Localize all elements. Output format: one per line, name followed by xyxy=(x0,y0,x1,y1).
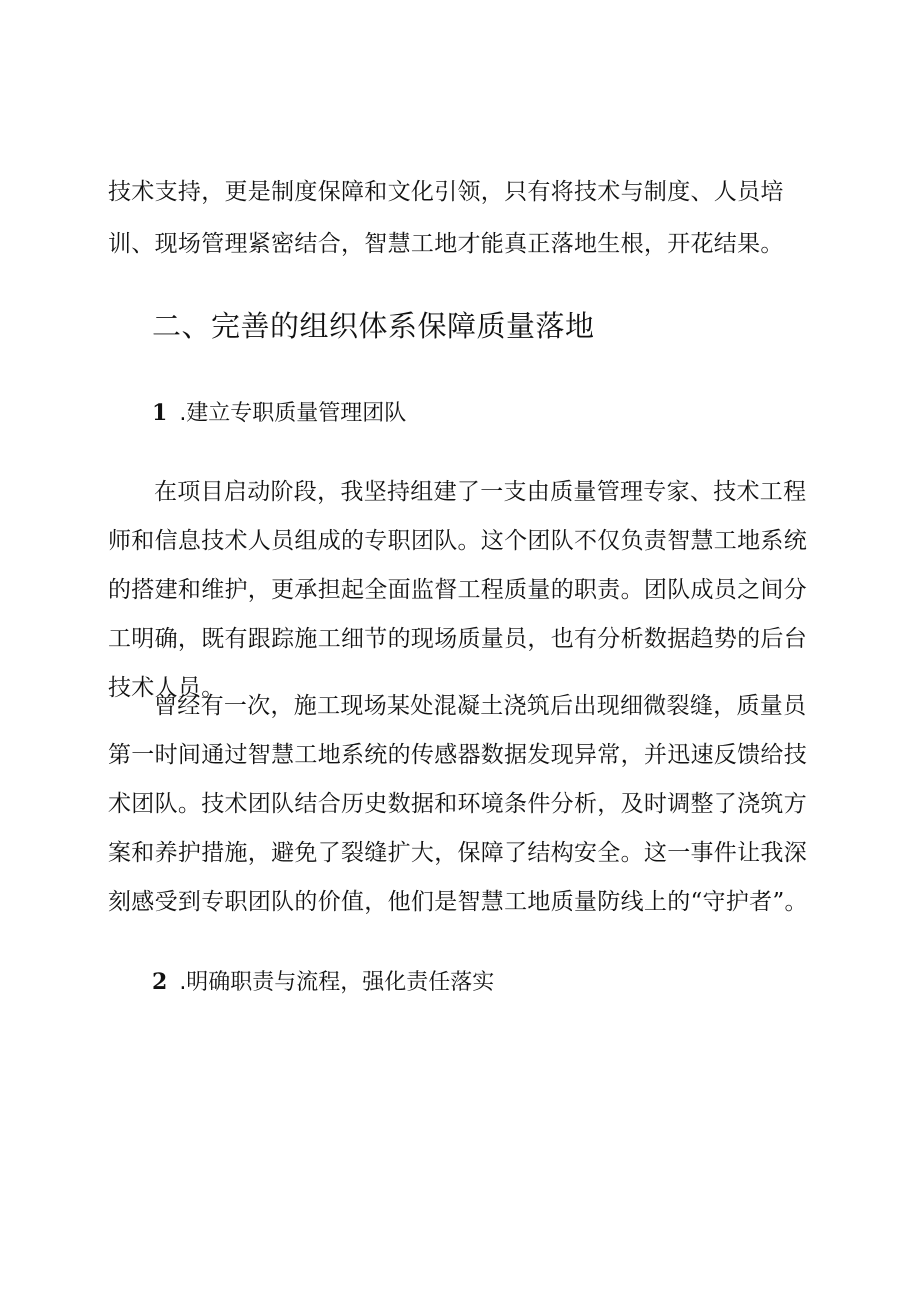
subsection-number-1: 1 xyxy=(152,400,168,426)
body-paragraph-1: 在项目启动阶段，我坚持组建了一支由质量管理专家、技术工程师和信息技术人员组成的专职团队。这个团队不仅负责智慧工地系统的搭建和维护，更承担起全面监督工程质量的职责。团队成员之间分工明确，既有跟踪施工细节的现场质量员，也有分析数据趋势的后台技术人员。 xyxy=(108,479,807,701)
subsection-title-1: .建立专职质量管理团队 xyxy=(179,401,407,426)
continuation-paragraph: 技术支持，更是制度保障和文化引领，只有将技术与制度、人员培训、现场管理紧密结合，智慧工地才能真正落地生根，开花结果。 xyxy=(108,179,784,257)
subsection-heading-1 xyxy=(152,397,406,430)
body-paragraph-2: 曾经有一次，施工现场某处混凝土浇筑后出现细微裂缝，质量员第一时间通过智慧工地系统的传感器数据发现异常，并迅速反馈给技术团队。技术团队结合历史数据和环境条件分析，及时调整了浇筑方案和养护措施，避免了裂缝扩大，保障了结构安全。这一事件让我深刻感受到专职团队的价值，他们是智慧工地质量防线上的“守护者”。 xyxy=(108,693,808,915)
section-heading: 二、完善的组织体系保障质量落地 xyxy=(152,309,595,343)
subsection-heading-2 xyxy=(152,966,494,999)
subsection-number-2: 2 xyxy=(152,969,168,995)
subsection-title-2: .明确职责与流程，强化责任落实 xyxy=(179,970,495,995)
